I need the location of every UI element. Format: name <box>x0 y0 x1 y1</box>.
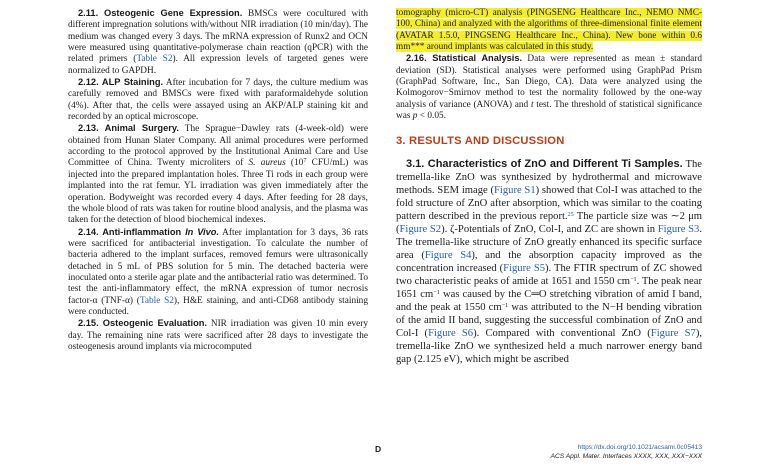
figure-s7-link[interactable]: Figure S7 <box>650 328 696 340</box>
right-column <box>396 8 702 366</box>
figure-s4-link[interactable]: Figure S4 <box>424 250 472 262</box>
section-heading-2-15: 2.15. Osteogenic Evaluation. <box>78 318 208 329</box>
section-heading-3-1: 3.1. Characteristics of ZnO and Different Ti Samples. <box>406 158 683 171</box>
figure-s2-link[interactable]: Figure S2 <box>399 224 442 236</box>
section-heading-2-12: 2.12. ALP Staining. <box>78 77 164 88</box>
doi-link[interactable]: https://dx.doi.org/10.1021/acsami.0c05413 <box>577 444 702 451</box>
journal-reference: ACS Appl. Mater. Interfaces XXXX, XXX, XXX−XXX <box>550 452 702 460</box>
table-s2-link[interactable]: Table S2 <box>136 54 173 65</box>
section-heading-2-11: 2.11. Osteogenic Gene Expression. <box>78 8 243 18</box>
footer-citation <box>551 444 702 461</box>
highlighted-paragraph <box>396 8 702 53</box>
paragraph-2-13: 2.13. Animal Surgery. The Sprague−Dawley rats (4-week-old) were obtained from Hunan Slater Company. All animal procedures were performed according to the protocol approved by the Institutional Animal Care and Use Committee of China. Twenty microliters of S. aureus ($10^7$ CFU/mL) was injected into the prepared implantation holes. Three Ti rods in each group were implanted into the rat femur. YL irradiation was given immediately after the operation. Bodyweight was recorded every 4 days. After feeding for 28 days, the whole blood of rats was taken for routine blood analysis, and the plasma was taken for the detection of blood biochemical indexes. <box>68 123 369 226</box>
paragraph-2-14: 2.14. Anti-inflammation In Vivo. After implantation for 3 days, 36 rats were sacrificed for antibacterial investigation. To calculate the number of bacteria adhered to the implant surfaces, removed femurs were ultrasonically detached in 5 mL of PBS solution for 5 min. The detached bacteria were inoculated onto a sterile agar plate and the antibacterial ratio was determined. To test the anti-inflammatory effect, the mRNA expression of tumor necrosis factor-α (TNF-α) (Table S2), H&E staining, and anti-CD68 antibody staining were conducted. <box>68 226 368 317</box>
left-column <box>68 8 368 353</box>
section-title-results: 3. RESULTS AND DISCUSSION <box>396 135 565 148</box>
section-heading-2-14: 2.14. Anti-inflammation <box>78 226 186 237</box>
section-heading-2-13: 2.13. Animal Surgery. <box>78 123 179 134</box>
figure-s6-link[interactable]: Figure S6 <box>428 328 474 340</box>
paragraph-2-16: 2.16. Statistical Analysis. Data were represented as mean ± standard deviation (SD). Statistical analyses were performed using GraphPad Prism (GraphPad Software, Inc., San Diego, CA). Data were analyzed using the Kolmogorov−Smirnov method to test the normality followed by the one-way analysis of variance (ANOVA) and t test. The threshold of statistical significance was p < 0.05. <box>396 53 702 122</box>
paragraph-2-15: 2.15. Osteogenic Evaluation. NIR irradiation was given 10 min every day. The remaining nine rats were sacrificed after 28 days to investigate the osteogenesis around implants via microcomputed <box>68 318 368 352</box>
paragraph-3-1: 3.1. Characteristics of ZnO and Different Ti Samples. The tremella-like ZnO was synthesized by hydrothermal and microwave methods. SEM image (Figure S1) showed that Col-I was attached to the fold structure of ZnO after absorption, which was similar to the coating pattern described in the previous report.$^{25}$ The particle size was ∼2 μm (Figure S2). ζ-Potentials of ZnO, Col-I, and ZC are shown in Figure S3. The tremella-like structure of ZnO greatly enhanced its specific surface area (Figure S4), and the absorption capacity improved as the concentration increased (Figure S5). The FTIR spectrum of ZC showed two characteristic peaks of amide at 1651 and 1550 $cm^{-1}$. The peak near 1651 $cm^{-1}$ was caused by the C═O stretching vibration of amid I band, and the peak at 1550 $cm^{-1}$ was attributed to the N−H bending vibration of the amid II band, suggesting the successful combination of ZnO and Col-I (Figure S6). Compared with conventional ZnO (Figure S7), tremella-like ZnO we synthesized held a much narrower energy band gap (2.125 eV), which might be ascribed <box>396 158 703 366</box>
figure-s1-link[interactable]: Figure S1 <box>494 185 536 197</box>
paragraph-2-11: 2.11. Osteogenic Gene Expression. BMSCs were cocultured with different impregnation solutions with/without NIR irradiation (10 min/day). The medium was changed every 3 days. The mRNA expression of Runx2 and OCN were measured using quantitative-polymerase chain reaction (qPCR) with the related primers (Table S2). All expression levels of targeted genes were normalized to GAPDH. <box>68 8 369 76</box>
table-s2-link[interactable]: Table S2 <box>139 295 174 306</box>
page-number: D <box>375 444 382 454</box>
text-highlight: tomography (micro-CT) analysis (PINGSENG Healthcare Inc., NEMO NMC-100, China) and analyzed with the algorithms of three-dimensional finite element (AVATAR 1.5.0, PINGSENG Healthcare Inc., China). New bone within 0.6 mm*** around implants was calculated in this study. <box>396 8 702 53</box>
figure-s5-link[interactable]: Figure S5 <box>503 263 546 275</box>
section-heading-2-16: 2.16. Statistical Analysis. <box>406 53 523 64</box>
figure-s3-link[interactable]: Figure S3 <box>657 224 700 236</box>
paragraph-2-12: 2.12. ALP Staining. After incubation for 7 days, the culture medium was carefully removed and BMSCs were fixed with paraformaldehyde solution (4%). After that, the cells were assayed using an AKP/ALP staining kit and recorded by an optical microscope. <box>68 77 368 123</box>
citation-link[interactable]: 25 <box>567 211 574 219</box>
